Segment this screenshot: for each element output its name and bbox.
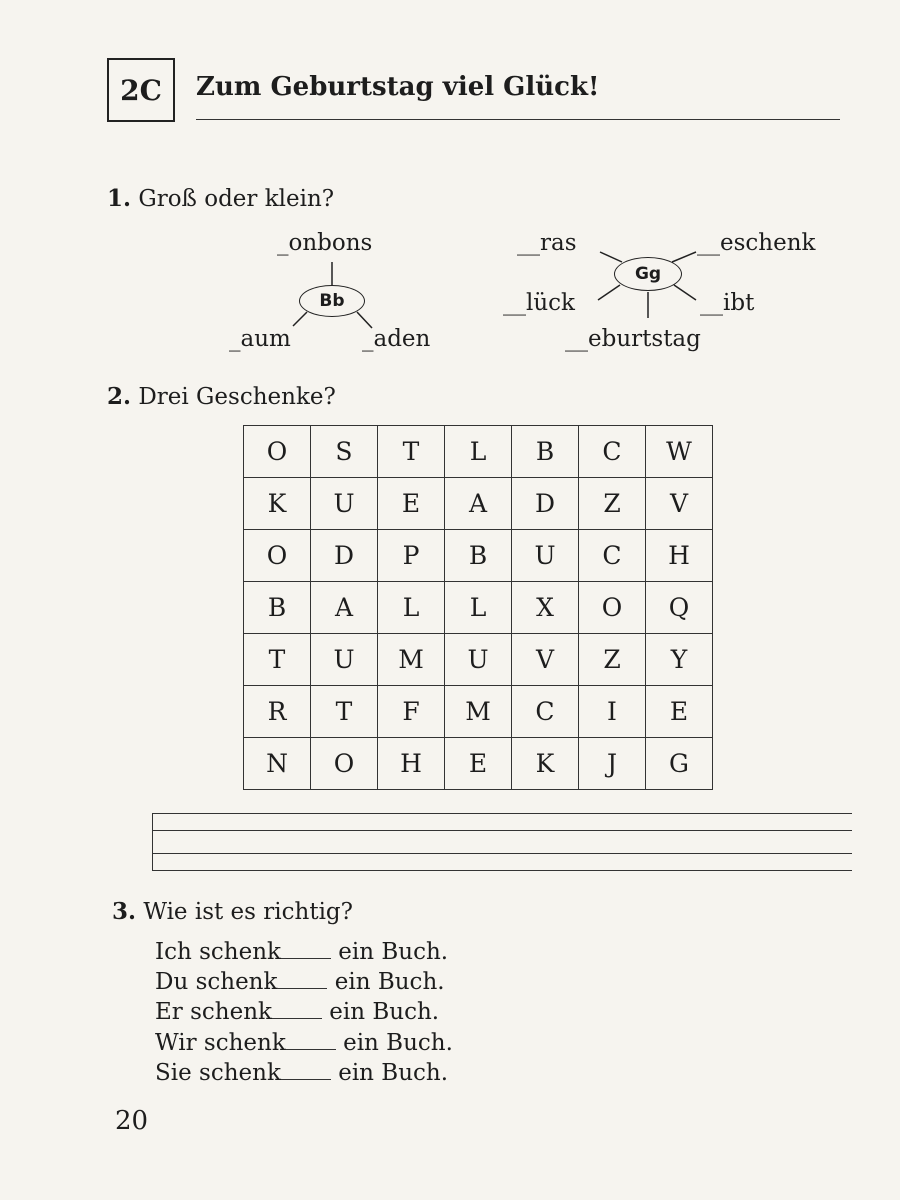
grid-cell[interactable]: V: [512, 634, 579, 686]
sentence-subject: Du: [155, 969, 189, 995]
bb-word: _onbons: [277, 230, 373, 256]
exercise-1-number: 1.: [107, 185, 132, 212]
grid-row: [244, 478, 713, 530]
gg-word: __eschenk: [697, 230, 816, 256]
grid-row: [244, 582, 713, 634]
grid-cell[interactable]: L: [445, 582, 512, 634]
sentence-verb: schenk: [190, 999, 272, 1025]
word-search-grid: [243, 425, 713, 790]
grid-cell[interactable]: U: [445, 634, 512, 686]
grid-row: [244, 426, 713, 478]
grid-cell[interactable]: U: [311, 634, 378, 686]
grid-row: [244, 738, 713, 790]
gg-word: __ibt: [700, 290, 755, 316]
page-number: 20: [115, 1106, 149, 1136]
answer-blank[interactable]: [272, 1017, 322, 1019]
grid-cell[interactable]: C: [579, 530, 646, 582]
grid-cell[interactable]: Z: [579, 634, 646, 686]
exercise-2-number: 2.: [107, 383, 132, 410]
grid-cell[interactable]: D: [311, 530, 378, 582]
grid-cell[interactable]: L: [378, 582, 445, 634]
grid-row: [244, 686, 713, 738]
answer-blank[interactable]: [281, 1078, 331, 1080]
grid-cell[interactable]: R: [244, 686, 311, 738]
grid-cell[interactable]: Q: [646, 582, 713, 634]
grid-cell[interactable]: A: [311, 582, 378, 634]
grid-cell[interactable]: I: [579, 686, 646, 738]
grid-cell[interactable]: T: [378, 426, 445, 478]
grid-cell[interactable]: D: [512, 478, 579, 530]
grid-cell[interactable]: O: [311, 738, 378, 790]
grid-cell[interactable]: E: [445, 738, 512, 790]
grid-cell[interactable]: X: [512, 582, 579, 634]
grid-cell[interactable]: Z: [579, 478, 646, 530]
grid-cell[interactable]: F: [378, 686, 445, 738]
gg-word: __lück: [503, 290, 575, 316]
exercise-2-heading: [107, 383, 336, 410]
grid-cell[interactable]: V: [646, 478, 713, 530]
grid-cell[interactable]: E: [378, 478, 445, 530]
exercise-3-heading: [112, 898, 353, 925]
sentence-subject: Er: [155, 999, 183, 1025]
writing-line[interactable]: [152, 853, 852, 854]
grid-cell[interactable]: C: [512, 686, 579, 738]
sentence-row: [155, 969, 445, 995]
grid-cell[interactable]: J: [579, 738, 646, 790]
sentence-rest: ein Buch.: [334, 969, 445, 995]
grid-cell[interactable]: G: [646, 738, 713, 790]
grid-cell[interactable]: B: [445, 530, 512, 582]
answer-blank[interactable]: [286, 1048, 336, 1050]
sentence-row: [155, 939, 448, 965]
grid-cell[interactable]: K: [512, 738, 579, 790]
gg-word: __ras: [517, 230, 577, 256]
sentence-subject: Ich: [155, 939, 192, 965]
sentence-verb: schenk: [195, 969, 278, 995]
grid-cell[interactable]: L: [445, 426, 512, 478]
bb-ellipse: Bb: [299, 285, 365, 317]
grid-cell[interactable]: M: [445, 686, 512, 738]
grid-cell[interactable]: S: [311, 426, 378, 478]
sentence-verb: schenk: [199, 1060, 281, 1086]
answer-blank[interactable]: [277, 987, 327, 989]
exercise-3-title: Wie ist es richtig?: [143, 899, 353, 925]
sentence-subject: Wir: [155, 1030, 197, 1056]
sentence-row: [155, 999, 439, 1025]
grid-cell[interactable]: M: [378, 634, 445, 686]
page-title: Zum Geburtstag viel Glück!: [196, 72, 600, 102]
grid-cell[interactable]: U: [311, 478, 378, 530]
grid-cell[interactable]: P: [378, 530, 445, 582]
grid-cell[interactable]: A: [445, 478, 512, 530]
sentence-verb: schenk: [203, 1030, 286, 1056]
sentence-rest: ein Buch.: [338, 939, 449, 965]
writing-lines-edge: [152, 813, 153, 870]
grid-cell[interactable]: O: [244, 426, 311, 478]
grid-cell[interactable]: B: [512, 426, 579, 478]
sentence-row: [155, 1030, 453, 1056]
grid-cell[interactable]: W: [646, 426, 713, 478]
grid-cell[interactable]: O: [579, 582, 646, 634]
gg-word: __eburtstag: [565, 326, 701, 352]
writing-line[interactable]: [152, 830, 852, 831]
sentence-subject: Sie: [155, 1060, 192, 1086]
bb-word: _aum: [229, 326, 291, 352]
grid-cell[interactable]: C: [579, 426, 646, 478]
sentence-verb: schenk: [199, 939, 281, 965]
sentence-row: [155, 1060, 448, 1086]
grid-cell[interactable]: H: [646, 530, 713, 582]
exercise-3-number: 3.: [112, 898, 137, 925]
gg-ellipse: Gg: [614, 257, 682, 291]
grid-row: [244, 634, 713, 686]
section-badge: 2C: [107, 58, 175, 122]
grid-cell[interactable]: K: [244, 478, 311, 530]
exercise-2-title: Drei Geschenke?: [138, 384, 336, 410]
grid-cell[interactable]: U: [512, 530, 579, 582]
grid-row: [244, 530, 713, 582]
grid-cell[interactable]: B: [244, 582, 311, 634]
grid-cell[interactable]: Y: [646, 634, 713, 686]
answer-blank[interactable]: [281, 957, 331, 959]
grid-cell[interactable]: E: [646, 686, 713, 738]
grid-cell[interactable]: O: [244, 530, 311, 582]
sentence-rest: ein Buch.: [329, 999, 440, 1025]
writing-line[interactable]: [152, 813, 852, 814]
bb-word: _aden: [362, 326, 431, 352]
exercise-1-title: Groß oder klein?: [138, 186, 335, 212]
sentence-rest: ein Buch.: [343, 1030, 453, 1056]
grid-cell[interactable]: T: [244, 634, 311, 686]
sentence-rest: ein Buch.: [338, 1060, 449, 1086]
grid-cell[interactable]: N: [244, 738, 311, 790]
writing-line[interactable]: [152, 870, 852, 871]
grid-cell[interactable]: H: [378, 738, 445, 790]
grid-cell[interactable]: T: [311, 686, 378, 738]
